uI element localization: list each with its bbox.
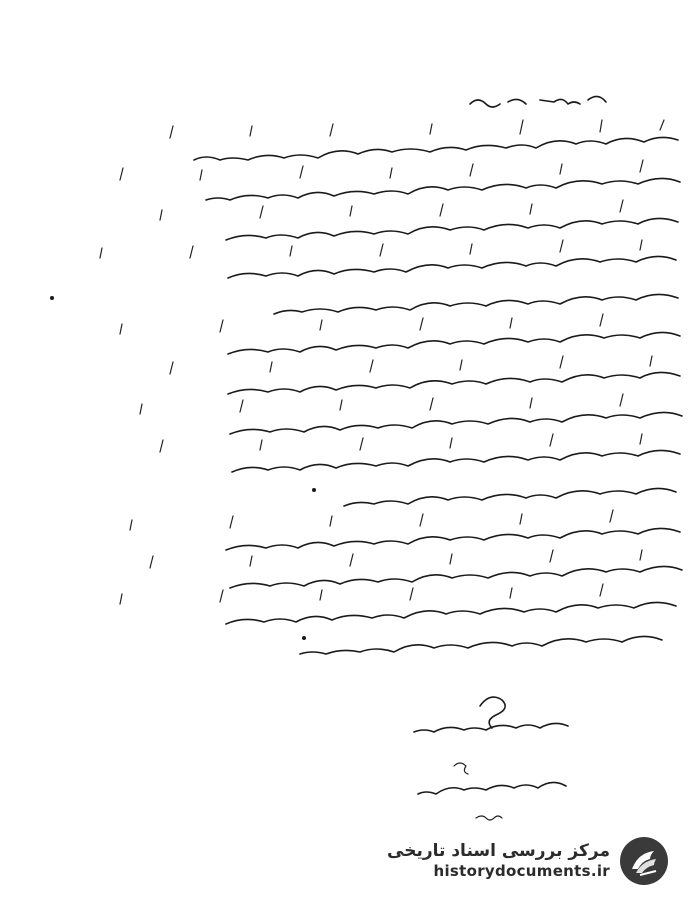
paragraph-3-handwriting bbox=[120, 510, 682, 654]
watermark-url: historydocuments.ir bbox=[433, 862, 610, 880]
watermark-name: مرکز بررسی اسناد تاریخی bbox=[387, 841, 610, 861]
page-heading-handwriting bbox=[470, 96, 606, 107]
watermark-text bbox=[387, 841, 610, 881]
paragraph-2-handwriting bbox=[120, 314, 682, 506]
signature-handwriting bbox=[414, 697, 568, 732]
book-logo-icon bbox=[618, 835, 670, 887]
note-handwriting bbox=[418, 763, 566, 820]
paragraph-1-handwriting bbox=[50, 120, 680, 314]
watermark bbox=[380, 832, 670, 890]
